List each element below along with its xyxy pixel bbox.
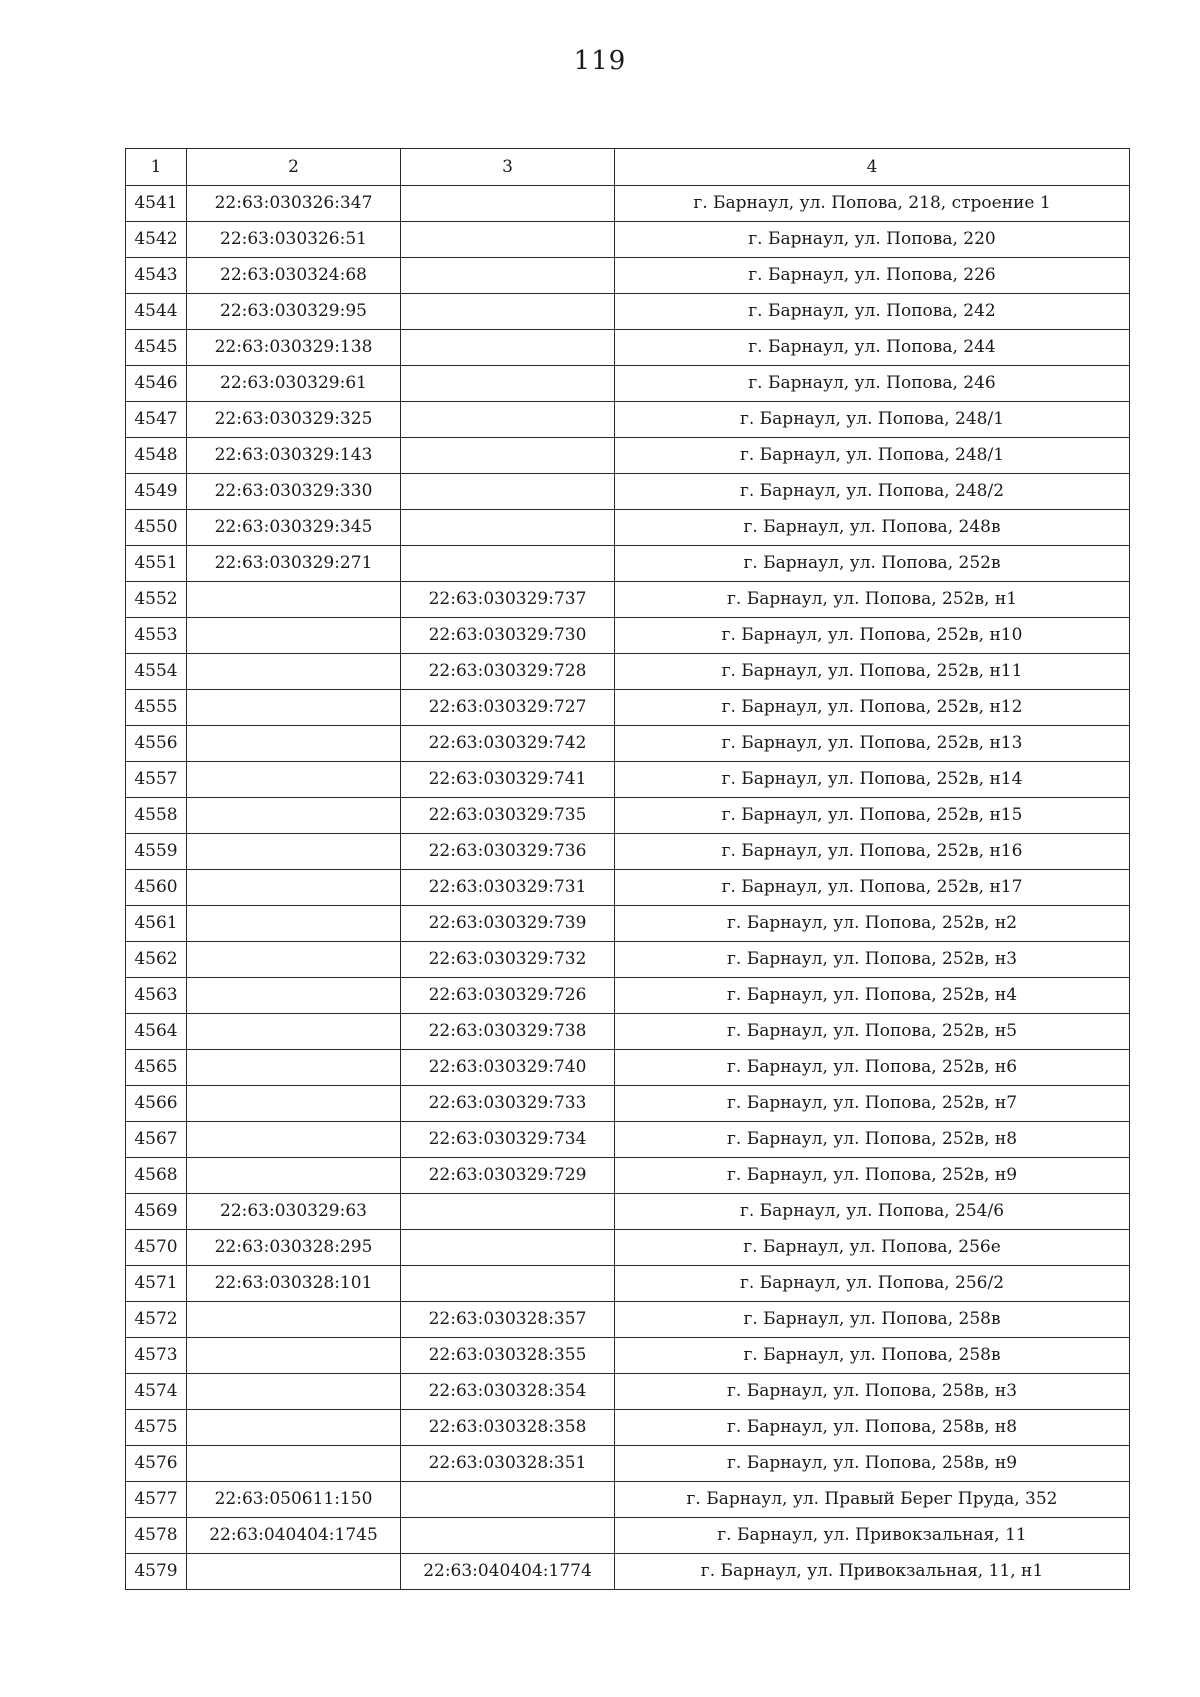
building-cadastral-number-cell — [401, 402, 615, 438]
table-row — [126, 870, 1130, 906]
row-number-cell: 4543 — [126, 258, 187, 294]
address-cell: г. Барнаул, ул. Попова, 252в, н6 — [615, 1050, 1130, 1086]
address-cell: г. Барнаул, ул. Попова, 258в, н8 — [615, 1410, 1130, 1446]
address-cell: г. Барнаул, ул. Попова, 258в — [615, 1338, 1130, 1374]
row-number-cell: 4575 — [126, 1410, 187, 1446]
table-row — [126, 798, 1130, 834]
row-number-cell: 4545 — [126, 330, 187, 366]
address-cell: г. Барнаул, ул. Попова, 218, строение 1 — [615, 186, 1130, 222]
column-header-3: 3 — [401, 149, 615, 186]
building-cadastral-number-cell — [401, 294, 615, 330]
address-cell: г. Барнаул, ул. Правый Берег Пруда, 352 — [615, 1482, 1130, 1518]
row-number-cell: 4555 — [126, 690, 187, 726]
land-cadastral-number-cell — [187, 834, 401, 870]
address-cell: г. Барнаул, ул. Попова, 252в, н13 — [615, 726, 1130, 762]
address-cell: г. Барнаул, ул. Попова, 256/2 — [615, 1266, 1130, 1302]
row-number-cell: 4569 — [126, 1194, 187, 1230]
table-row — [126, 582, 1130, 618]
page-number: 119 — [573, 46, 627, 76]
address-cell: г. Барнаул, ул. Попова, 252в, н16 — [615, 834, 1130, 870]
address-cell: г. Барнаул, ул. Попова, 258в, н9 — [615, 1446, 1130, 1482]
building-cadastral-number-cell — [401, 510, 615, 546]
land-cadastral-number-cell — [187, 1554, 401, 1590]
land-cadastral-number-cell — [187, 1086, 401, 1122]
land-cadastral-number-cell — [187, 870, 401, 906]
building-cadastral-number-cell: 22:63:030329:730 — [401, 618, 615, 654]
row-number-cell: 4558 — [126, 798, 187, 834]
building-cadastral-number-cell — [401, 474, 615, 510]
row-number-cell: 4567 — [126, 1122, 187, 1158]
table-row — [126, 654, 1130, 690]
table-row — [126, 1194, 1130, 1230]
row-number-cell: 4544 — [126, 294, 187, 330]
land-cadastral-number-cell — [187, 654, 401, 690]
registry-table — [125, 148, 1130, 1590]
address-cell: г. Барнаул, ул. Попова, 254/6 — [615, 1194, 1130, 1230]
building-cadastral-number-cell: 22:63:030328:357 — [401, 1302, 615, 1338]
table-row — [126, 474, 1130, 510]
table-row — [126, 330, 1130, 366]
address-cell: г. Барнаул, ул. Попова, 248в — [615, 510, 1130, 546]
table-header-row — [126, 149, 1130, 186]
building-cadastral-number-cell: 22:63:040404:1774 — [401, 1554, 615, 1590]
row-number-cell: 4554 — [126, 654, 187, 690]
table-row — [126, 366, 1130, 402]
land-cadastral-number-cell — [187, 1014, 401, 1050]
table-row — [126, 294, 1130, 330]
land-cadastral-number-cell — [187, 1374, 401, 1410]
row-number-cell: 4551 — [126, 546, 187, 582]
land-cadastral-number-cell: 22:63:030326:51 — [187, 222, 401, 258]
building-cadastral-number-cell: 22:63:030329:731 — [401, 870, 615, 906]
land-cadastral-number-cell: 22:63:030329:143 — [187, 438, 401, 474]
building-cadastral-number-cell: 22:63:030329:727 — [401, 690, 615, 726]
address-cell: г. Барнаул, ул. Попова, 252в, н4 — [615, 978, 1130, 1014]
address-cell: г. Барнаул, ул. Попова, 220 — [615, 222, 1130, 258]
row-number-cell: 4563 — [126, 978, 187, 1014]
land-cadastral-number-cell: 22:63:030326:347 — [187, 186, 401, 222]
building-cadastral-number-cell: 22:63:030329:735 — [401, 798, 615, 834]
address-cell: г. Барнаул, ул. Попова, 252в, н9 — [615, 1158, 1130, 1194]
land-cadastral-number-cell — [187, 762, 401, 798]
building-cadastral-number-cell: 22:63:030329:732 — [401, 942, 615, 978]
row-number-cell: 4547 — [126, 402, 187, 438]
building-cadastral-number-cell: 22:63:030329:742 — [401, 726, 615, 762]
land-cadastral-number-cell — [187, 1446, 401, 1482]
row-number-cell: 4576 — [126, 1446, 187, 1482]
table-row — [126, 1122, 1130, 1158]
address-cell: г. Барнаул, ул. Попова, 244 — [615, 330, 1130, 366]
land-cadastral-number-cell: 22:63:030329:63 — [187, 1194, 401, 1230]
land-cadastral-number-cell — [187, 726, 401, 762]
land-cadastral-number-cell — [187, 618, 401, 654]
table-row — [126, 546, 1130, 582]
row-number-cell: 4578 — [126, 1518, 187, 1554]
building-cadastral-number-cell: 22:63:030328:355 — [401, 1338, 615, 1374]
land-cadastral-number-cell — [187, 1410, 401, 1446]
table-row — [126, 258, 1130, 294]
address-cell: г. Барнаул, ул. Попова, 258в — [615, 1302, 1130, 1338]
land-cadastral-number-cell: 22:63:030329:271 — [187, 546, 401, 582]
address-cell: г. Барнаул, ул. Попова, 252в, н3 — [615, 942, 1130, 978]
row-number-cell: 4570 — [126, 1230, 187, 1266]
row-number-cell: 4564 — [126, 1014, 187, 1050]
address-cell: г. Барнаул, ул. Попова, 248/1 — [615, 438, 1130, 474]
building-cadastral-number-cell: 22:63:030329:739 — [401, 906, 615, 942]
land-cadastral-number-cell — [187, 1158, 401, 1194]
building-cadastral-number-cell: 22:63:030329:734 — [401, 1122, 615, 1158]
row-number-cell: 4561 — [126, 906, 187, 942]
table-row — [126, 1410, 1130, 1446]
row-number-cell: 4568 — [126, 1158, 187, 1194]
land-cadastral-number-cell: 22:63:030329:330 — [187, 474, 401, 510]
address-cell: г. Барнаул, ул. Привокзальная, 11 — [615, 1518, 1130, 1554]
building-cadastral-number-cell — [401, 1266, 615, 1302]
land-cadastral-number-cell — [187, 582, 401, 618]
row-number-cell: 4556 — [126, 726, 187, 762]
building-cadastral-number-cell — [401, 222, 615, 258]
row-number-cell: 4541 — [126, 186, 187, 222]
building-cadastral-number-cell: 22:63:030329:726 — [401, 978, 615, 1014]
row-number-cell: 4565 — [126, 1050, 187, 1086]
address-cell: г. Барнаул, ул. Попова, 252в, н8 — [615, 1122, 1130, 1158]
table-row — [126, 1302, 1130, 1338]
land-cadastral-number-cell — [187, 798, 401, 834]
land-cadastral-number-cell: 22:63:050611:150 — [187, 1482, 401, 1518]
land-cadastral-number-cell: 22:63:030329:345 — [187, 510, 401, 546]
building-cadastral-number-cell: 22:63:030329:733 — [401, 1086, 615, 1122]
land-cadastral-number-cell — [187, 1122, 401, 1158]
row-number-cell: 4573 — [126, 1338, 187, 1374]
building-cadastral-number-cell — [401, 330, 615, 366]
row-number-cell: 4566 — [126, 1086, 187, 1122]
registry-table-body — [126, 149, 1130, 1590]
building-cadastral-number-cell — [401, 1482, 615, 1518]
land-cadastral-number-cell — [187, 1050, 401, 1086]
table-row — [126, 1158, 1130, 1194]
address-cell: г. Барнаул, ул. Попова, 256е — [615, 1230, 1130, 1266]
table-row — [126, 1518, 1130, 1554]
building-cadastral-number-cell: 22:63:030329:736 — [401, 834, 615, 870]
address-cell: г. Барнаул, ул. Привокзальная, 11, н1 — [615, 1554, 1130, 1590]
table-row — [126, 906, 1130, 942]
table-row — [126, 1014, 1130, 1050]
land-cadastral-number-cell — [187, 906, 401, 942]
land-cadastral-number-cell: 22:63:030329:325 — [187, 402, 401, 438]
building-cadastral-number-cell: 22:63:030329:737 — [401, 582, 615, 618]
building-cadastral-number-cell — [401, 1518, 615, 1554]
row-number-cell: 4548 — [126, 438, 187, 474]
address-cell: г. Барнаул, ул. Попова, 252в — [615, 546, 1130, 582]
table-row — [126, 1050, 1130, 1086]
address-cell: г. Барнаул, ул. Попова, 252в, н10 — [615, 618, 1130, 654]
row-number-cell: 4574 — [126, 1374, 187, 1410]
row-number-cell: 4559 — [126, 834, 187, 870]
building-cadastral-number-cell: 22:63:030328:358 — [401, 1410, 615, 1446]
table-row — [126, 222, 1130, 258]
table-row — [126, 1374, 1130, 1410]
address-cell: г. Барнаул, ул. Попова, 252в, н15 — [615, 798, 1130, 834]
address-cell: г. Барнаул, ул. Попова, 248/2 — [615, 474, 1130, 510]
address-cell: г. Барнаул, ул. Попова, 252в, н5 — [615, 1014, 1130, 1050]
land-cadastral-number-cell: 22:63:030324:68 — [187, 258, 401, 294]
land-cadastral-number-cell — [187, 942, 401, 978]
row-number-cell: 4572 — [126, 1302, 187, 1338]
land-cadastral-number-cell: 22:63:030329:95 — [187, 294, 401, 330]
table-row — [126, 1338, 1130, 1374]
column-header-1: 1 — [126, 149, 187, 186]
building-cadastral-number-cell: 22:63:030329:738 — [401, 1014, 615, 1050]
land-cadastral-number-cell: 22:63:030328:295 — [187, 1230, 401, 1266]
table-row — [126, 690, 1130, 726]
building-cadastral-number-cell: 22:63:030328:351 — [401, 1446, 615, 1482]
land-cadastral-number-cell — [187, 978, 401, 1014]
land-cadastral-number-cell: 22:63:030329:138 — [187, 330, 401, 366]
row-number-cell: 4579 — [126, 1554, 187, 1590]
row-number-cell: 4553 — [126, 618, 187, 654]
table-row — [126, 762, 1130, 798]
land-cadastral-number-cell: 22:63:030329:61 — [187, 366, 401, 402]
address-cell: г. Барнаул, ул. Попова, 252в, н12 — [615, 690, 1130, 726]
building-cadastral-number-cell: 22:63:030329:740 — [401, 1050, 615, 1086]
row-number-cell: 4562 — [126, 942, 187, 978]
address-cell: г. Барнаул, ул. Попова, 252в, н2 — [615, 906, 1130, 942]
table-row — [126, 1446, 1130, 1482]
table-row — [126, 978, 1130, 1014]
row-number-cell: 4552 — [126, 582, 187, 618]
land-cadastral-number-cell: 22:63:030328:101 — [187, 1266, 401, 1302]
building-cadastral-number-cell: 22:63:030328:354 — [401, 1374, 615, 1410]
land-cadastral-number-cell — [187, 1338, 401, 1374]
address-cell: г. Барнаул, ул. Попова, 252в, н17 — [615, 870, 1130, 906]
address-cell: г. Барнаул, ул. Попова, 252в, н1 — [615, 582, 1130, 618]
table-row — [126, 726, 1130, 762]
land-cadastral-number-cell — [187, 1302, 401, 1338]
row-number-cell: 4577 — [126, 1482, 187, 1518]
address-cell: г. Барнаул, ул. Попова, 246 — [615, 366, 1130, 402]
building-cadastral-number-cell: 22:63:030329:741 — [401, 762, 615, 798]
building-cadastral-number-cell — [401, 186, 615, 222]
table-row — [126, 1482, 1130, 1518]
row-number-cell: 4549 — [126, 474, 187, 510]
table-row — [126, 1086, 1130, 1122]
address-cell: г. Барнаул, ул. Попова, 252в, н7 — [615, 1086, 1130, 1122]
table-row — [126, 438, 1130, 474]
table-row — [126, 1266, 1130, 1302]
building-cadastral-number-cell — [401, 1194, 615, 1230]
building-cadastral-number-cell: 22:63:030329:728 — [401, 654, 615, 690]
building-cadastral-number-cell — [401, 366, 615, 402]
building-cadastral-number-cell — [401, 546, 615, 582]
row-number-cell: 4550 — [126, 510, 187, 546]
address-cell: г. Барнаул, ул. Попова, 242 — [615, 294, 1130, 330]
table-row — [126, 1230, 1130, 1266]
row-number-cell: 4560 — [126, 870, 187, 906]
address-cell: г. Барнаул, ул. Попова, 252в, н14 — [615, 762, 1130, 798]
column-header-4: 4 — [615, 149, 1130, 186]
address-cell: г. Барнаул, ул. Попова, 226 — [615, 258, 1130, 294]
land-cadastral-number-cell — [187, 690, 401, 726]
address-cell: г. Барнаул, ул. Попова, 258в, н3 — [615, 1374, 1130, 1410]
table-row — [126, 402, 1130, 438]
address-cell: г. Барнаул, ул. Попова, 248/1 — [615, 402, 1130, 438]
address-cell: г. Барнаул, ул. Попова, 252в, н11 — [615, 654, 1130, 690]
building-cadastral-number-cell — [401, 258, 615, 294]
table-row — [126, 510, 1130, 546]
row-number-cell: 4542 — [126, 222, 187, 258]
row-number-cell: 4546 — [126, 366, 187, 402]
table-row — [126, 834, 1130, 870]
table-row — [126, 186, 1130, 222]
column-header-2: 2 — [187, 149, 401, 186]
row-number-cell: 4571 — [126, 1266, 187, 1302]
row-number-cell: 4557 — [126, 762, 187, 798]
building-cadastral-number-cell: 22:63:030329:729 — [401, 1158, 615, 1194]
building-cadastral-number-cell — [401, 438, 615, 474]
table-row — [126, 942, 1130, 978]
table-row — [126, 618, 1130, 654]
table-row — [126, 1554, 1130, 1590]
building-cadastral-number-cell — [401, 1230, 615, 1266]
land-cadastral-number-cell: 22:63:040404:1745 — [187, 1518, 401, 1554]
